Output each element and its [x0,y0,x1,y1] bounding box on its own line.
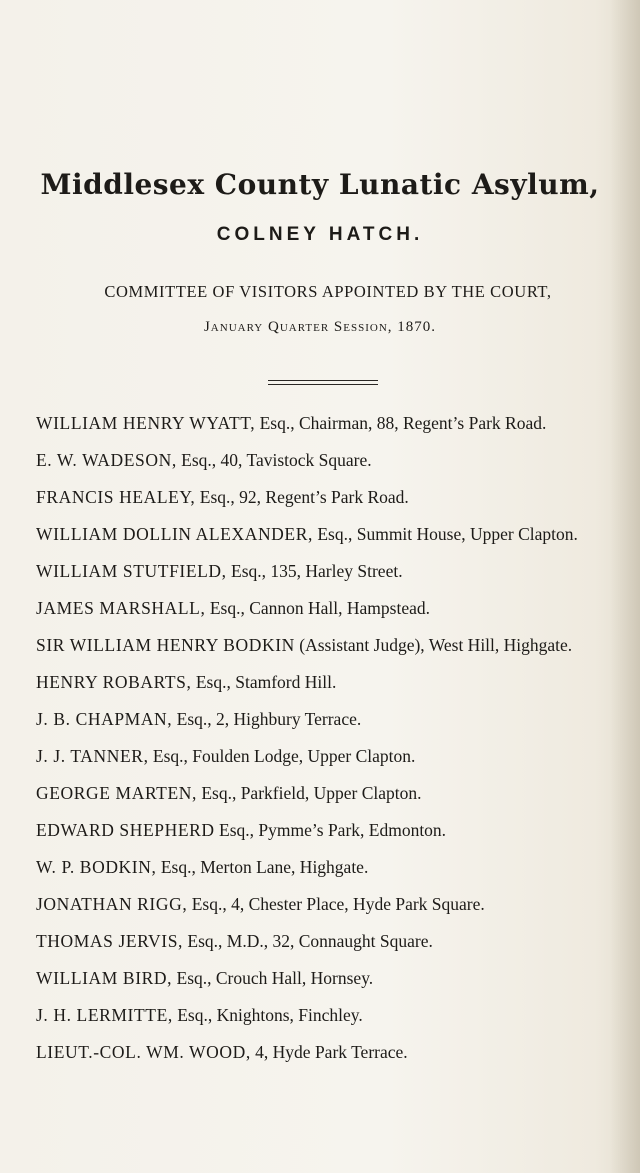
member-name: LIEUT.-COL. WM. WOOD, [36,1042,251,1062]
list-item [36,556,616,586]
divider-rule [268,380,378,385]
member-name: THOMAS JERVIS, [36,931,184,951]
member-name: JAMES MARSHALL, [36,598,206,618]
member-detail: Esq., 92, Regent’s Park Road. [195,487,409,507]
member-detail: Esq., M.D., 32, Connaught Square. [183,931,433,951]
member-name: W. P. BODKIN, [36,857,157,877]
list-item [36,482,616,512]
member-name: J. B. CHAPMAN, [36,709,173,729]
member-name: WILLIAM DOLLIN ALEXANDER, [36,524,313,544]
document-title: Middlesex County Lunatic Asylum, [40,168,600,201]
member-name: J. J. TANNER, [36,746,149,766]
list-item [36,593,616,623]
member-name: WILLIAM BIRD, [36,968,173,988]
list-item [36,778,616,808]
list-item [36,667,616,697]
member-detail: Esq., Foulden Lodge, Upper Clapton. [148,746,416,766]
member-detail: Esq., Stamford Hill. [191,672,337,692]
member-detail: Esq., 40, Tavistock Square. [176,450,372,470]
list-item [36,704,616,734]
member-name: JONATHAN RIGG, [36,894,188,914]
list-item [36,1000,616,1030]
member-detail: Esq., 135, Harley Street. [226,561,403,581]
member-detail: (Assistant Judge), West Hill, Highgate. [294,635,573,655]
list-item [36,519,616,549]
list-item [36,630,616,660]
committee-heading: COMMITTEE OF VISITORS APPOINTED BY THE COURT, [104,282,552,301]
member-name: WILLIAM HENRY WYATT, [36,413,256,433]
member-name: J. H. LERMITTE, [36,1005,173,1025]
member-detail: Esq., 2, Highbury Terrace. [172,709,362,729]
list-item [36,1037,616,1067]
member-name: E. W. WADESON, [36,450,177,470]
session-line: January Quarter Session, 1870. [203,319,437,335]
list-item [36,408,616,438]
member-name: EDWARD SHEPHERD [36,820,215,840]
document-subtitle: COLNEY HATCH. [216,224,424,245]
member-detail: Esq., Pymme’s Park, Edmonton. [214,820,447,840]
member-name: SIR WILLIAM HENRY BODKIN [36,635,295,655]
list-item [36,815,616,845]
member-name: FRANCIS HEALEY, [36,487,196,507]
member-detail: Esq., 4, Chester Place, Hyde Park Square. [187,894,485,914]
member-detail: Esq., Crouch Hall, Hornsey. [172,968,374,988]
member-name: GEORGE MARTEN, [36,783,197,803]
member-detail: Esq., Parkfield, Upper Clapton. [196,783,422,803]
list-item [36,852,616,882]
member-detail: Esq., Knightons, Finchley. [172,1005,363,1025]
list-item [36,926,616,956]
member-detail: Esq., Chairman, 88, Regent’s Park Road. [255,413,547,433]
list-item [36,963,616,993]
member-detail: Esq., Summit House, Upper Clapton. [312,524,578,544]
member-list [36,408,616,1074]
member-detail: Esq., Cannon Hall, Hampstead. [205,598,430,618]
member-name: WILLIAM STUTFIELD, [36,561,227,581]
list-item [36,445,616,475]
member-detail: Esq., Merton Lane, Highgate. [156,857,369,877]
member-detail: 4, Hyde Park Terrace. [250,1042,408,1062]
member-name: HENRY ROBARTS, [36,672,192,692]
list-item [36,889,616,919]
list-item [36,741,616,771]
